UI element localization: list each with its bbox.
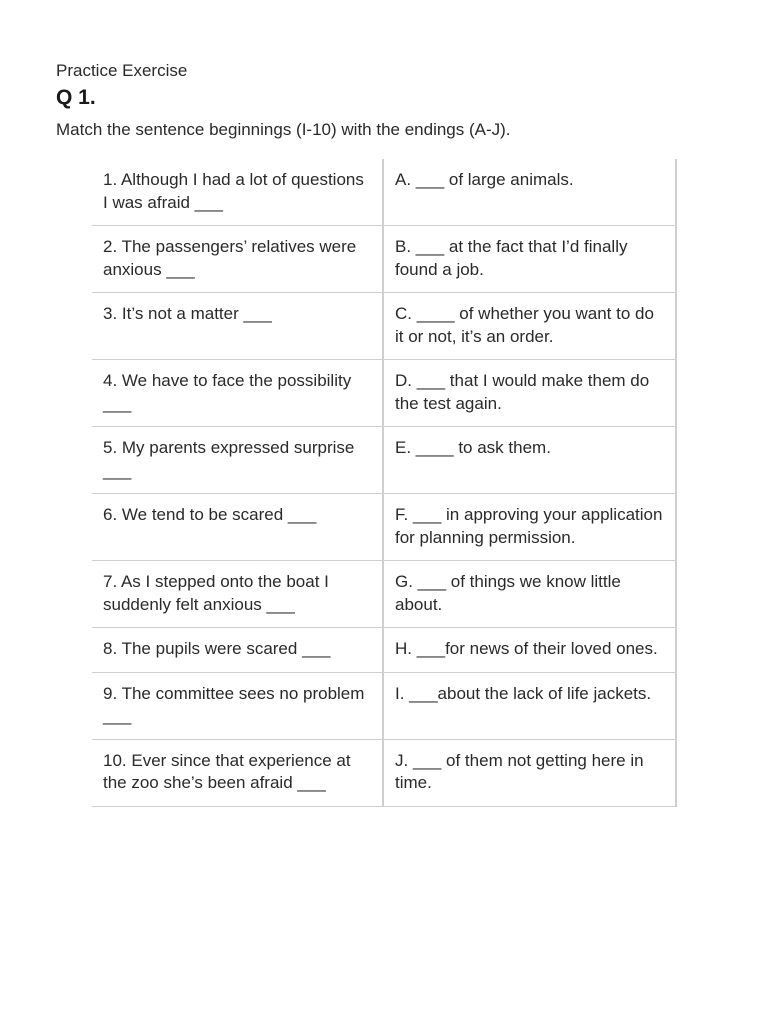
table-row: [92, 628, 676, 673]
table-row: [92, 293, 676, 360]
sentence-beginning: 5. My parents expressed surprise ___: [92, 427, 383, 494]
sentence-beginning: 2. The passengers’ relatives were anxious ___: [92, 226, 383, 293]
sentence-ending: G. ___ of things we know little about.: [383, 561, 676, 628]
sentence-ending: C. ____ of whether you want to do it or not, it’s an order.: [383, 293, 676, 360]
sentence-ending: F. ___ in approving your application for planning permission.: [383, 494, 676, 561]
matching-table: [92, 159, 677, 807]
sentence-beginning: 3. It’s not a matter ___: [92, 293, 383, 360]
table-row: [92, 427, 676, 494]
sentence-beginning: 8. The pupils were scared ___: [92, 628, 383, 673]
sentence-ending: A. ___ of large animals.: [383, 159, 676, 226]
sentence-ending: H. ___for news of their loved ones.: [383, 628, 676, 673]
instruction-text: Match the sentence beginnings (I-10) with the endings (A-J).: [56, 120, 511, 139]
sentence-beginning: 10. Ever since that experience at the zoo she’s been afraid ___: [92, 739, 383, 806]
sentence-ending: E. ____ to ask them.: [383, 427, 676, 494]
table-row: [92, 739, 676, 806]
question-heading: Q 1.: [56, 86, 96, 109]
sentence-beginning: 9. The committee sees no problem ___: [92, 672, 383, 739]
sentence-ending: B. ___ at the fact that I’d finally found a job.: [383, 226, 676, 293]
table-row: [92, 672, 676, 739]
sentence-beginning: 7. As I stepped onto the boat I suddenly felt anxious ___: [92, 561, 383, 628]
sentence-beginning: 4. We have to face the possibility ___: [92, 360, 383, 427]
table-row: [92, 494, 676, 561]
sentence-ending: J. ___ of them not getting here in time.: [383, 739, 676, 806]
sentence-ending: I. ___about the lack of life jackets.: [383, 672, 676, 739]
page-subtitle: Practice Exercise: [56, 61, 188, 80]
sentence-beginning: 6. We tend to be scared ___: [92, 494, 383, 561]
table-row: [92, 226, 676, 293]
table-row: [92, 360, 676, 427]
sentence-ending: D. ___ that I would make them do the test again.: [383, 360, 676, 427]
sentence-beginning: 1. Although I had a lot of questions I was afraid ___: [92, 159, 383, 226]
table-row: [92, 159, 676, 226]
table-row: [92, 561, 676, 628]
